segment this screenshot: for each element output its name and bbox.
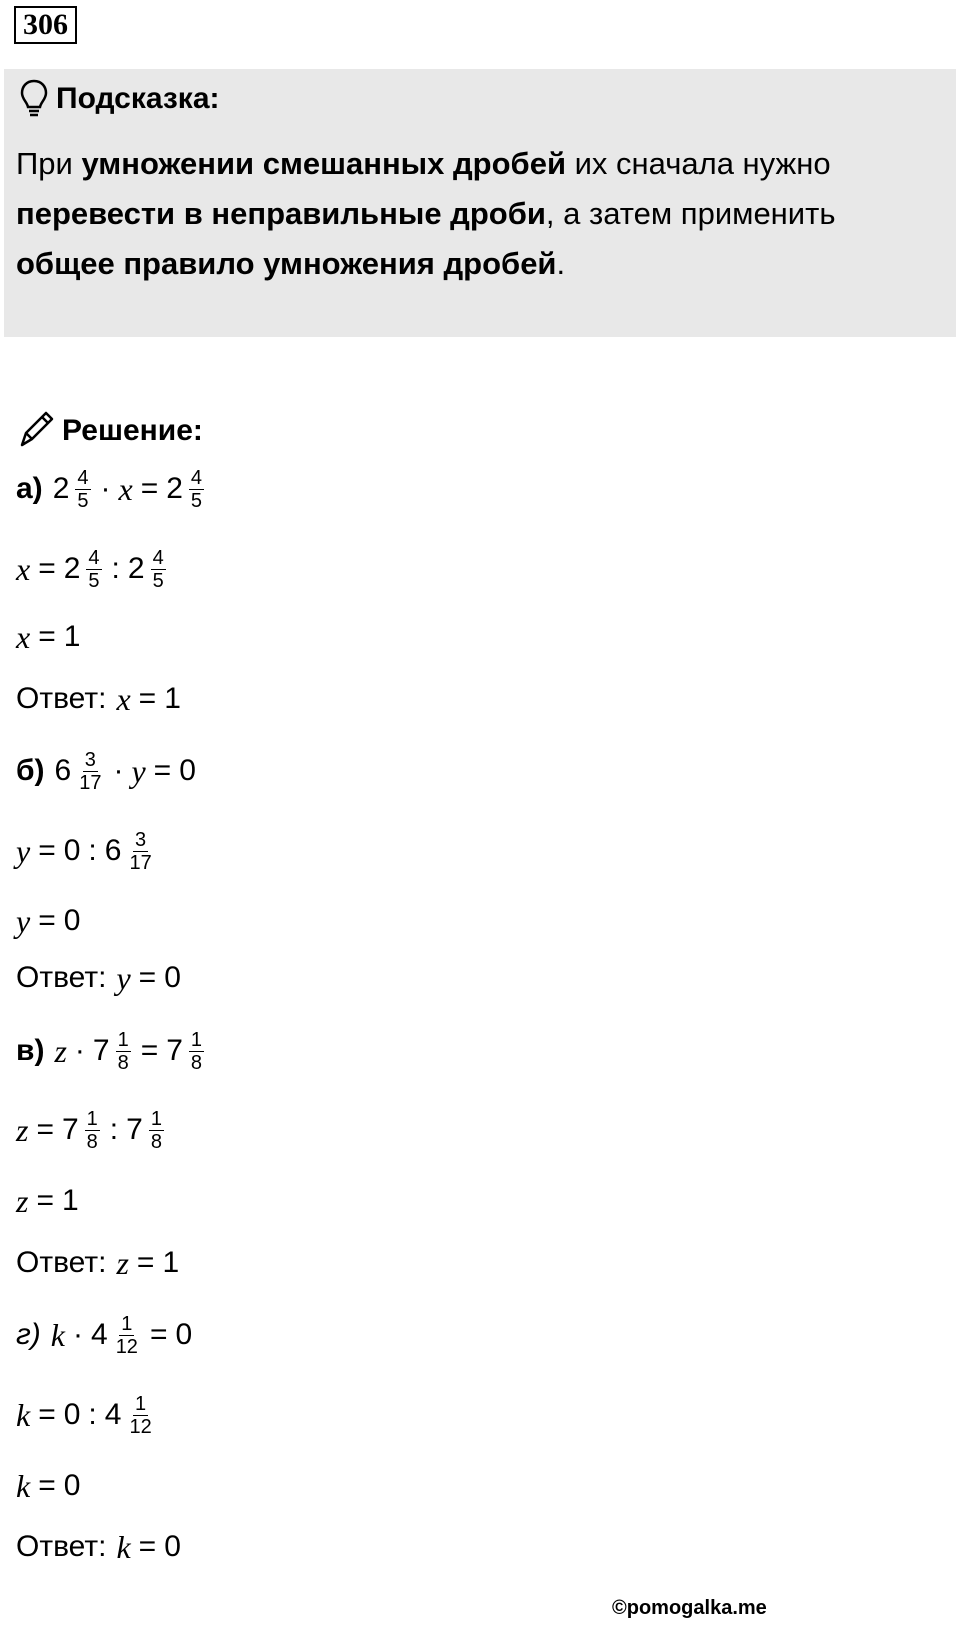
fraction-numerator: 4 [88,546,100,569]
answer-prefix: Ответ: [16,1246,107,1279]
math-operator: = [38,620,56,653]
solution-line [16,1100,166,1160]
math-operator: = [153,754,172,787]
hint-panel [4,69,956,337]
fraction-numerator: 4 [190,466,203,489]
math-number: 0 [179,754,196,787]
fraction [114,1313,140,1358]
fraction-numerator: 1 [190,1028,203,1051]
hint-plain-text: их сначала нужно [566,146,831,181]
math-number: 1 [162,1246,180,1279]
fraction [85,1108,100,1153]
math-operator: = [38,552,56,585]
fraction [77,749,103,794]
solution-line [16,1517,181,1577]
task-number: 306 [14,6,77,44]
math-operator: = [36,1184,54,1217]
fraction [116,1029,131,1074]
mixed-whole: 4 [104,1398,122,1431]
math-number: 1 [63,620,81,653]
math-variable: y [116,959,131,996]
fraction [189,467,204,512]
fraction [151,547,166,592]
math-operator: = [140,472,159,505]
solution-line [16,741,196,801]
hint-plain-text: , а затем применить [545,196,836,231]
mixed-whole: 6 [104,834,122,867]
mixed-whole: 6 [54,754,72,787]
fraction-denominator: 5 [77,489,89,512]
solution-line [16,1305,192,1365]
math-operator: : [88,1398,97,1431]
math-operator: = [38,1398,56,1431]
math-number: 0 [164,1530,181,1563]
fraction [75,467,90,512]
solution-line [16,459,206,519]
fraction-numerator: 3 [135,828,147,851]
math-variable: y [16,832,31,869]
math-number: 0 [63,1398,81,1431]
mixed-whole: 2 [52,472,70,505]
solution-line [16,1021,206,1081]
mixed-whole: 2 [63,552,81,585]
math-number: 0 [164,961,181,994]
math-operator: = [149,1318,168,1351]
math-variable: k [116,1528,131,1565]
math-number: 0 [63,904,81,937]
math-variable: z [16,1111,29,1148]
lightbulb-icon [20,79,48,119]
pencil-icon [18,409,56,454]
answer-prefix: Ответ: [16,682,107,715]
solution-line [16,1456,80,1516]
math-operator: · [113,754,124,787]
hint-plain-text: . [556,246,566,281]
part-label: в) [16,1034,45,1067]
math-variable: k [16,1396,31,1433]
mixed-whole: 7 [166,1034,183,1067]
hint-title: Подсказка: [56,82,220,115]
solution-line [16,1233,179,1293]
math-number: 1 [61,1184,79,1217]
solution-line [16,1385,156,1445]
mixed-whole: 4 [91,1318,108,1351]
fraction-denominator: 17 [79,771,102,794]
mixed-whole: 7 [92,1034,110,1067]
fraction-numerator: 1 [121,1312,133,1335]
fraction-denominator: 12 [115,1335,138,1358]
fraction-denominator: 8 [190,1051,203,1074]
math-variable: z [54,1032,67,1069]
fraction-numerator: 1 [117,1028,129,1051]
answer-prefix: Ответ: [16,961,107,994]
fraction-denominator: 12 [129,1415,152,1438]
fraction-numerator: 4 [152,546,164,569]
mixed-whole: 7 [61,1113,79,1146]
math-variable: y [16,902,31,939]
solution-title: Решение: [62,414,203,447]
math-operator: · [73,1318,83,1351]
fraction-numerator: 4 [77,466,89,489]
math-operator: = [138,961,157,994]
fraction [86,547,101,592]
math-operator: · [74,1034,85,1067]
fraction-denominator: 17 [129,851,152,874]
solution-line [16,821,156,881]
math-variable: k [16,1467,31,1504]
fraction-denominator: 5 [190,489,203,512]
math-operator: : [109,1113,119,1146]
fraction-denominator: 8 [86,1130,98,1153]
math-number: 0 [63,834,81,867]
fraction-denominator: 5 [88,569,100,592]
solution-header [18,410,203,452]
math-variable: z [116,1244,129,1281]
math-operator: = [38,834,56,867]
solution-line [16,948,181,1008]
mixed-whole: 2 [127,552,145,585]
fraction-numerator: 1 [135,1392,147,1415]
math-variable: x [16,618,31,655]
solution-line [16,669,181,729]
fraction-numerator: 1 [86,1107,98,1130]
solution-line [16,539,168,599]
math-operator: = [140,1034,159,1067]
fraction [189,1029,204,1074]
math-operator: = [38,904,56,937]
math-variable: k [50,1316,65,1353]
solution-line [16,607,80,667]
math-operator: = [38,1469,56,1502]
part-label: г) [16,1318,41,1351]
hint-plain-text: При [16,146,82,181]
math-variable: x [118,470,133,507]
math-operator: = [36,1113,54,1146]
hint-bold-text: умножении смешанных дробей [81,146,566,181]
math-number: 0 [63,1469,81,1502]
solution-line [16,1171,79,1231]
solution-line [16,891,80,951]
math-operator: : [111,552,120,585]
math-operator: = [138,1530,157,1563]
fraction-denominator: 8 [117,1051,129,1074]
fraction-denominator: 5 [152,569,164,592]
fraction [149,1108,164,1153]
hint-header [20,79,220,119]
fraction [127,829,153,874]
hint-bold-text: перевести в неправильные дроби [16,196,546,231]
math-operator: = [136,1246,155,1279]
math-variable: y [131,752,146,789]
math-variable: x [16,550,31,587]
hint-bold-text: общее правило умножения дробей [16,246,557,281]
math-variable: z [16,1182,29,1219]
answer-prefix: Ответ: [16,1530,107,1563]
mixed-whole: 7 [126,1113,143,1146]
math-number: 1 [164,682,181,715]
math-operator: : [88,834,97,867]
fraction-denominator: 8 [150,1130,162,1153]
math-operator: · [100,472,111,505]
part-label: а) [16,472,43,505]
math-operator: = [138,682,157,715]
fraction-numerator: 1 [150,1107,162,1130]
math-number: 0 [175,1318,193,1351]
fraction-numerator: 3 [84,748,96,771]
part-label: б) [16,754,45,787]
hint-text [16,139,936,289]
mixed-whole: 2 [166,472,183,505]
copyright-footer: ©pomogalka.me [612,1597,767,1619]
math-variable: x [116,680,131,717]
fraction [127,1393,153,1438]
